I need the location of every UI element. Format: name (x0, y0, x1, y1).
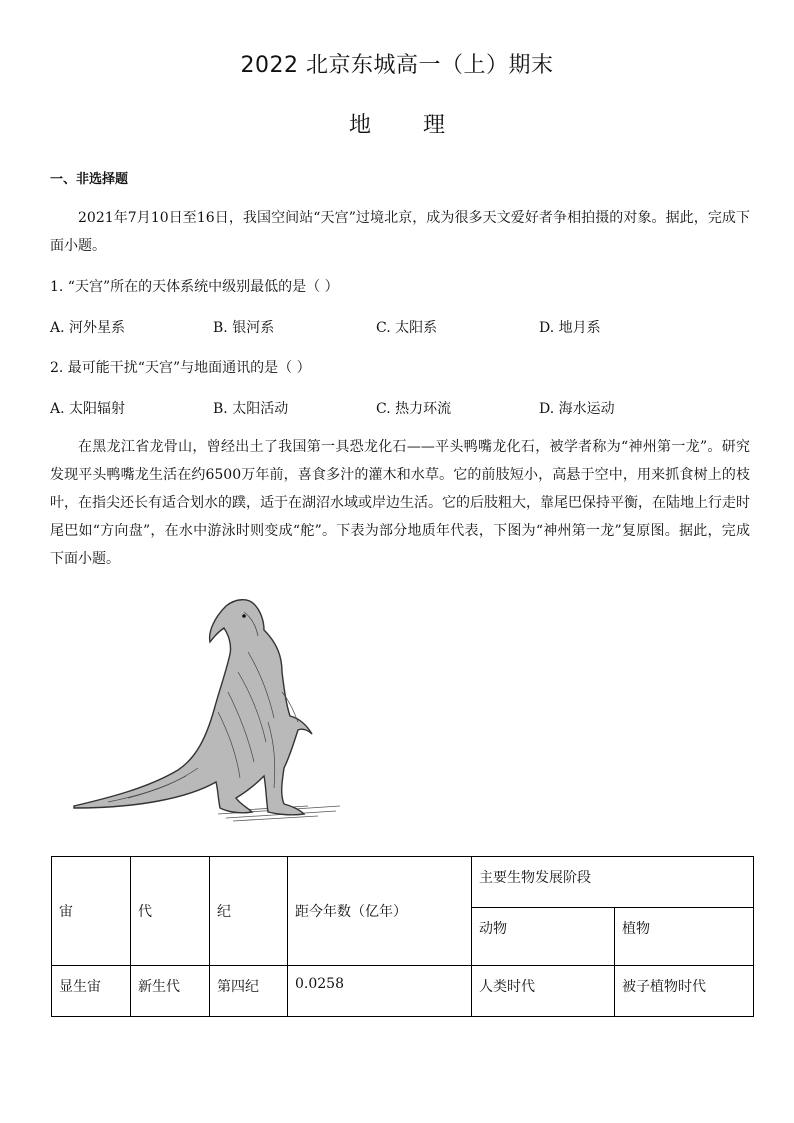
cell-era: 新生代 (131, 966, 210, 1017)
question-2-options (50, 398, 750, 418)
question-1-stem: 1. “天宫”所在的天体系统中级别最低的是（ ） (50, 279, 339, 295)
document-title: 2022 北京东城高一（上）期末 (240, 53, 554, 78)
cell-years: 0.0258 (288, 966, 472, 1017)
section-heading: 一、非选择题 (50, 172, 129, 187)
cell-eon: 显生宙 (52, 966, 131, 1017)
intro-paragraph-1: 2021年7月10日至16日，我国空间站“天宫”过境北京，成为很多天文爱好者争相拍摄的对象。据此，完成下面小题。 (50, 210, 750, 254)
q2-option-c: C. 热力环流 (376, 401, 452, 417)
q2-option-b: B. 太阳活动 (213, 401, 289, 417)
q1-option-c: C. 太阳系 (376, 320, 438, 336)
q1-option-d: D. 地月系 (539, 320, 601, 336)
cell-plant: 被子植物时代 (615, 966, 754, 1017)
q2-option-a: A. 太阳辐射 (50, 401, 126, 417)
table-row (52, 966, 754, 1017)
dinosaur-illustration (68, 592, 348, 832)
q2-option-d: D. 海水运动 (539, 401, 615, 417)
cell-period: 第四纪 (210, 966, 288, 1017)
header-period: 纪 (210, 857, 288, 966)
dinosaur-eye (242, 614, 246, 618)
cell-animal: 人类时代 (472, 966, 615, 1017)
question-1-options (50, 317, 750, 337)
header-years: 距今年数（亿年） (288, 857, 472, 966)
subject-title: 地理 (348, 113, 497, 138)
header-eon: 宙 (52, 857, 131, 966)
geologic-time-table (51, 856, 754, 1017)
header-plant: 植物 (615, 908, 754, 966)
intro-paragraph-2: 在黑龙江省龙骨山，曾经出土了我国第一具恐龙化石——平头鸭嘴龙化石，被学者称为“神州第一龙”。研究发现平头鸭嘴龙生活在约6500万年前，喜食多汁的灌木和水草。它的前肢短小，高悬于空中，用来抓食树上的枝叶，在指尖还长有适合划水的蹼，适于在湖沼水域或岸边生活。它的后肢粗大，靠尾巴保持平衡，在陆地上行走时尾巴如“方向盘”，在水中游泳时则变成“舵”。下表为部分地质年代表，下图为“神州第一龙”复原图。据此，完成下面小题。 (50, 439, 750, 567)
q1-option-b: B. 银河系 (213, 320, 275, 336)
header-animal: 动物 (472, 908, 615, 966)
dinosaur-body (74, 600, 312, 815)
question-2-stem: 2. 最可能干扰“天宫”与地面通讯的是（ ） (50, 360, 311, 376)
header-era: 代 (131, 857, 210, 966)
q1-option-a: A. 河外星系 (50, 320, 126, 336)
header-stage: 主要生物发展阶段 (472, 857, 754, 908)
